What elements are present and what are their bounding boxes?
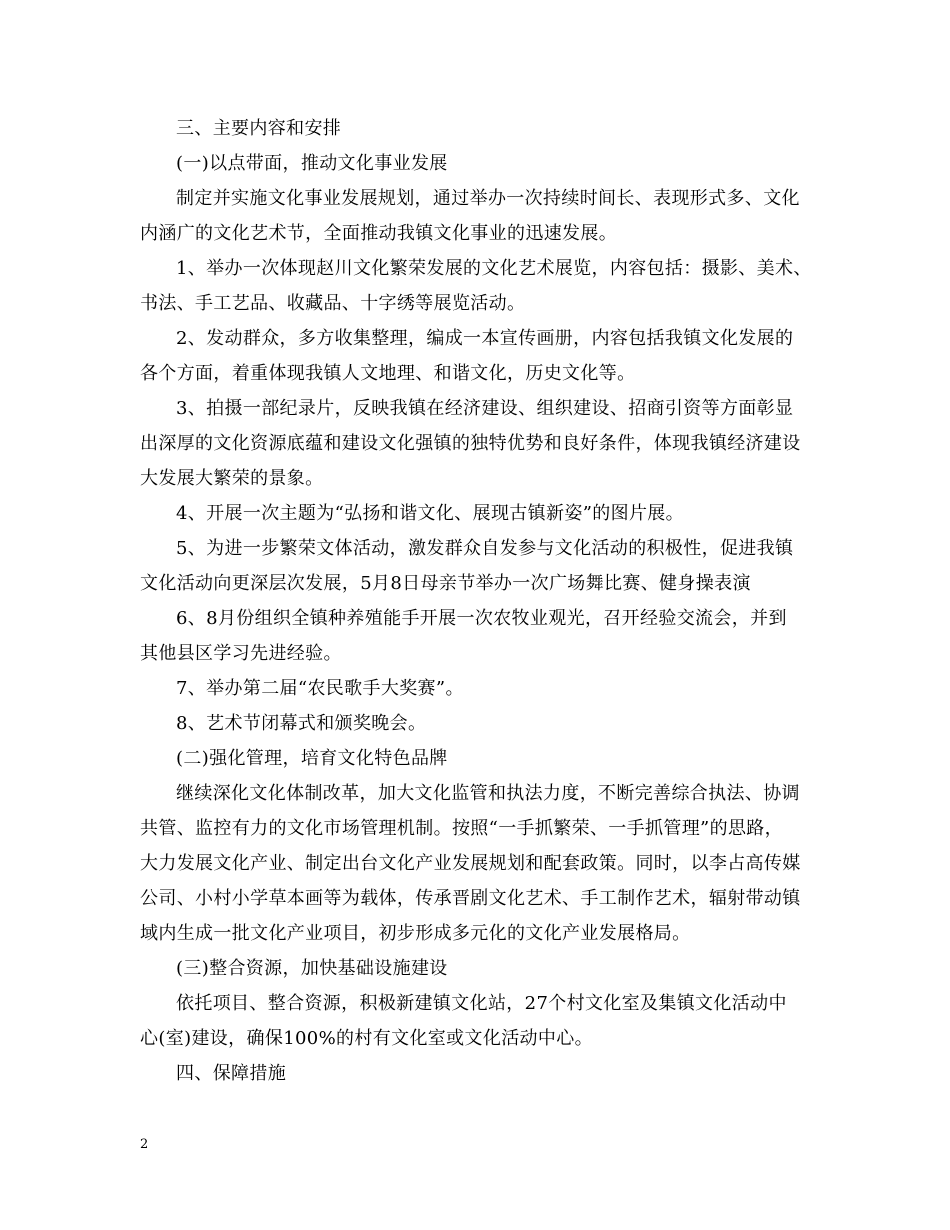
subheading-2: (二)强化管理，培育文化特色品牌 [176, 748, 448, 769]
paragraph-line: 依托项目、整合资源，积极新建镇文化站，27个村文化室及集镇文化活动中 [176, 993, 787, 1014]
paragraph-line: 继续深化文化体制改革，加大文化监管和执法力度，不断完善综合执法、协调 [176, 783, 800, 804]
list-item-8: 8、艺术节闭幕式和颁奖晚会。 [176, 713, 427, 734]
list-item-4: 4、开展一次主题为“弘扬和谐文化、展现古镇新姿”的图片展。 [176, 503, 685, 524]
paragraph-line: 书法、手工艺品、收藏品、十字绣等展览活动。 [140, 293, 526, 314]
paragraph-line: 制定并实施文化事业发展规划，通过举办一次持续时间长、表现形式多、文化 [176, 188, 800, 209]
list-item-6: 6、8月份组织全镇种养殖能手开展一次农牧业观光，召开经验交流会，并到 [176, 608, 787, 629]
list-item-1: 1、举办一次体现赵川文化繁荣发展的文化艺术展览，内容包括：摄影、美术、 [176, 258, 812, 279]
paragraph-line: 各个方面，着重体现我镇人文地理、和谐文化，历史文化等。 [140, 363, 636, 384]
page-number: 2 [140, 1137, 149, 1152]
paragraph-line: 大力发展文化产业、制定出台文化产业发展规划和配套政策。同时，以李占高传媒 [140, 853, 801, 874]
paragraph-line: 公司、小村小学草本画等为载体，传承晋剧文化艺术、手工制作艺术，辐射带动镇 [140, 888, 801, 909]
list-item-7: 7、举办第二届“农民歌手大奖赛”。 [176, 678, 464, 699]
paragraph-line: 共管、监控有力的文化市场管理机制。按照“一手抓繁荣、一手抓管理”的思路， [140, 818, 784, 839]
paragraph-line: 心(室)建设，确保100%的村有文化室或文化活动中心。 [140, 1028, 593, 1049]
subheading-3: (三)整合资源，加快基础设施建设 [176, 958, 448, 979]
list-item-3: 3、拍摄一部纪录片，反映我镇在经济建设、组织建设、招商引资等方面彰显 [176, 398, 794, 419]
paragraph-line: 文化活动向更深层次发展，5月8日母亲节举办一次广场舞比赛、健身操表演 [140, 573, 751, 594]
paragraph-line: 内涵广的文化艺术节，全面推动我镇文化事业的迅速发展。 [140, 223, 618, 244]
subheading-1: (一)以点带面，推动文化事业发展 [176, 153, 448, 174]
list-item-2: 2、发动群众，多方收集整理，编成一本宣传画册，内容包括我镇文化发展的 [176, 328, 794, 349]
paragraph-line: 其他县区学习先进经验。 [140, 643, 342, 664]
list-item-5: 5、为进一步繁荣文体活动，激发群众自发参与文化活动的积极性，促进我镇 [176, 538, 794, 559]
section-heading-3: 三、主要内容和安排 [176, 118, 342, 139]
paragraph-line: 域内生成一批文化产业项目，初步形成多元化的文化产业发展格局。 [140, 923, 691, 944]
section-heading-4: 四、保障措施 [176, 1063, 287, 1084]
paragraph-line: 出深厚的文化资源底蕴和建设文化强镇的独特优势和良好条件，体现我镇经济建设 [140, 433, 801, 454]
paragraph-line: 大发展大繁荣的景象。 [140, 468, 324, 489]
